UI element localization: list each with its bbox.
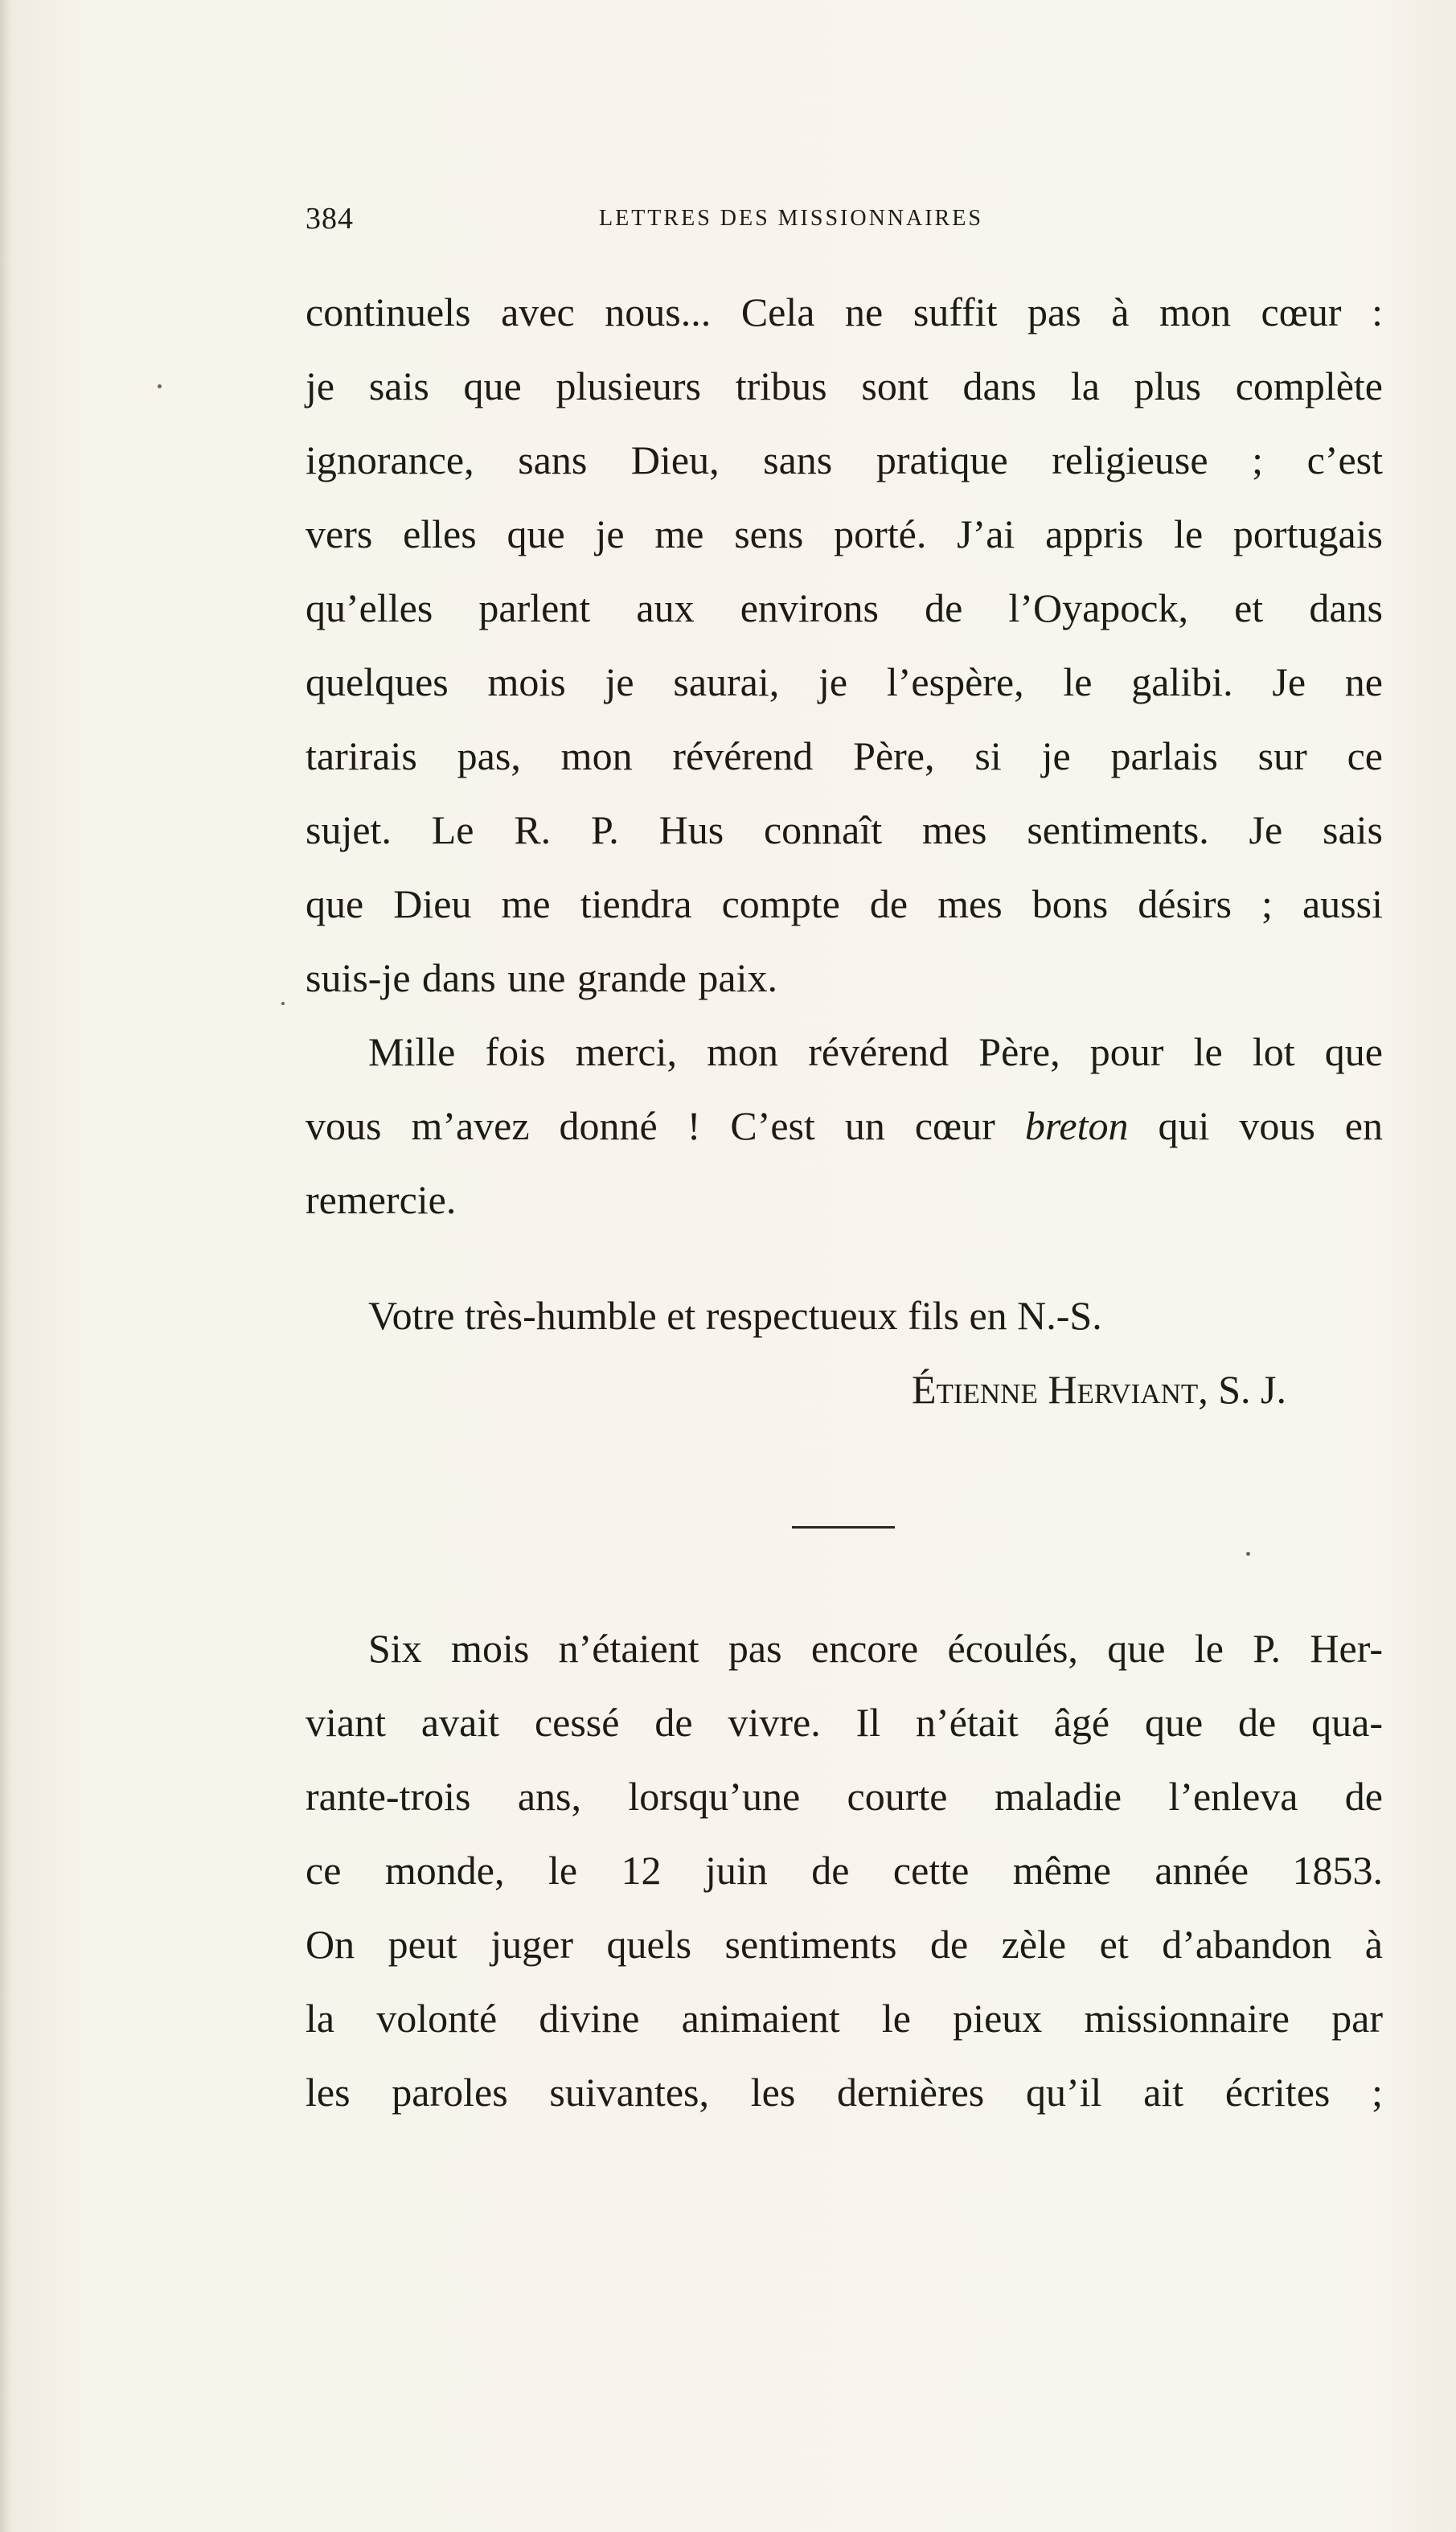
paper-speck: [281, 1002, 285, 1005]
signature-block: [306, 1278, 1383, 1426]
text-line: rante-trois ans, lorsqu’une courte maladie l’enleva de: [306, 1774, 1383, 1819]
text-line: remercie.: [306, 1177, 457, 1222]
text-line: les paroles suivantes, les dernières qu’il ait écrites ;: [306, 2070, 1383, 2115]
text-line: continuels avec nous... Cela ne suffit pas à mon cœur :: [306, 289, 1383, 334]
text-line: qu’elles parlent aux environs de l’Oyapock, et dans: [306, 585, 1383, 630]
text-segment: vous m’avez donné ! C’est un cœur: [306, 1103, 1025, 1148]
text-line: tarirais pas, mon révérend Père, si je parlais sur ce: [306, 733, 1383, 778]
italic-word: breton: [1024, 1103, 1129, 1148]
section-divider: [792, 1526, 895, 1529]
letter-body: [306, 275, 1383, 1237]
text-line: je sais que plusieurs tribus sont dans la plus complète: [306, 363, 1383, 408]
closing-formula: Votre très-humble et respectueux fils en N.-S.: [368, 1293, 1102, 1338]
page-header: [306, 201, 1077, 249]
page-number: 384: [306, 202, 354, 236]
paper-speck: [158, 384, 162, 388]
text-line: [306, 1089, 1383, 1163]
text-line: que Dieu me tiendra compte de mes bons désirs ; aussi: [306, 881, 1383, 926]
text-line: vers elles que je me sens porté. J’ai appris le portugais: [306, 511, 1383, 556]
paper-speck: [1246, 1552, 1250, 1556]
text-line: suis-je dans une grande paix.: [306, 955, 778, 1000]
text-line: quelques mois je saurai, je l’espère, le galibi. Je ne: [306, 659, 1383, 704]
text-line: Six mois n’étaient pas encore écoulés, que le P. Her-: [368, 1626, 1383, 1671]
text-line: la volonté divine animaient le pieux missionnaire par: [306, 1996, 1383, 2041]
text-line: sujet. Le R. P. Hus connaît mes sentiments. Je sais: [306, 807, 1383, 852]
running-head: LETTRES DES MISSIONNAIRES: [599, 206, 983, 231]
binding-edge: [0, 0, 11, 2532]
signature: Étienne Herviant, S. J.: [911, 1367, 1286, 1412]
text-line: viant avait cessé de vivre. Il n’était âgé que de qua-: [306, 1700, 1383, 1745]
text-line: ce monde, le 12 juin de cette même année 1853.: [306, 1848, 1383, 1893]
narrative-body: [306, 1611, 1383, 2129]
text-line: ignorance, sans Dieu, sans pratique religieuse ; c’est: [306, 437, 1383, 482]
text-segment: qui vous en: [1128, 1103, 1383, 1148]
text-line: On peut juger quels sentiments de zèle et d’abandon à: [306, 1922, 1383, 1967]
text-line: Mille fois merci, mon révérend Père, pour le lot que: [368, 1029, 1383, 1074]
